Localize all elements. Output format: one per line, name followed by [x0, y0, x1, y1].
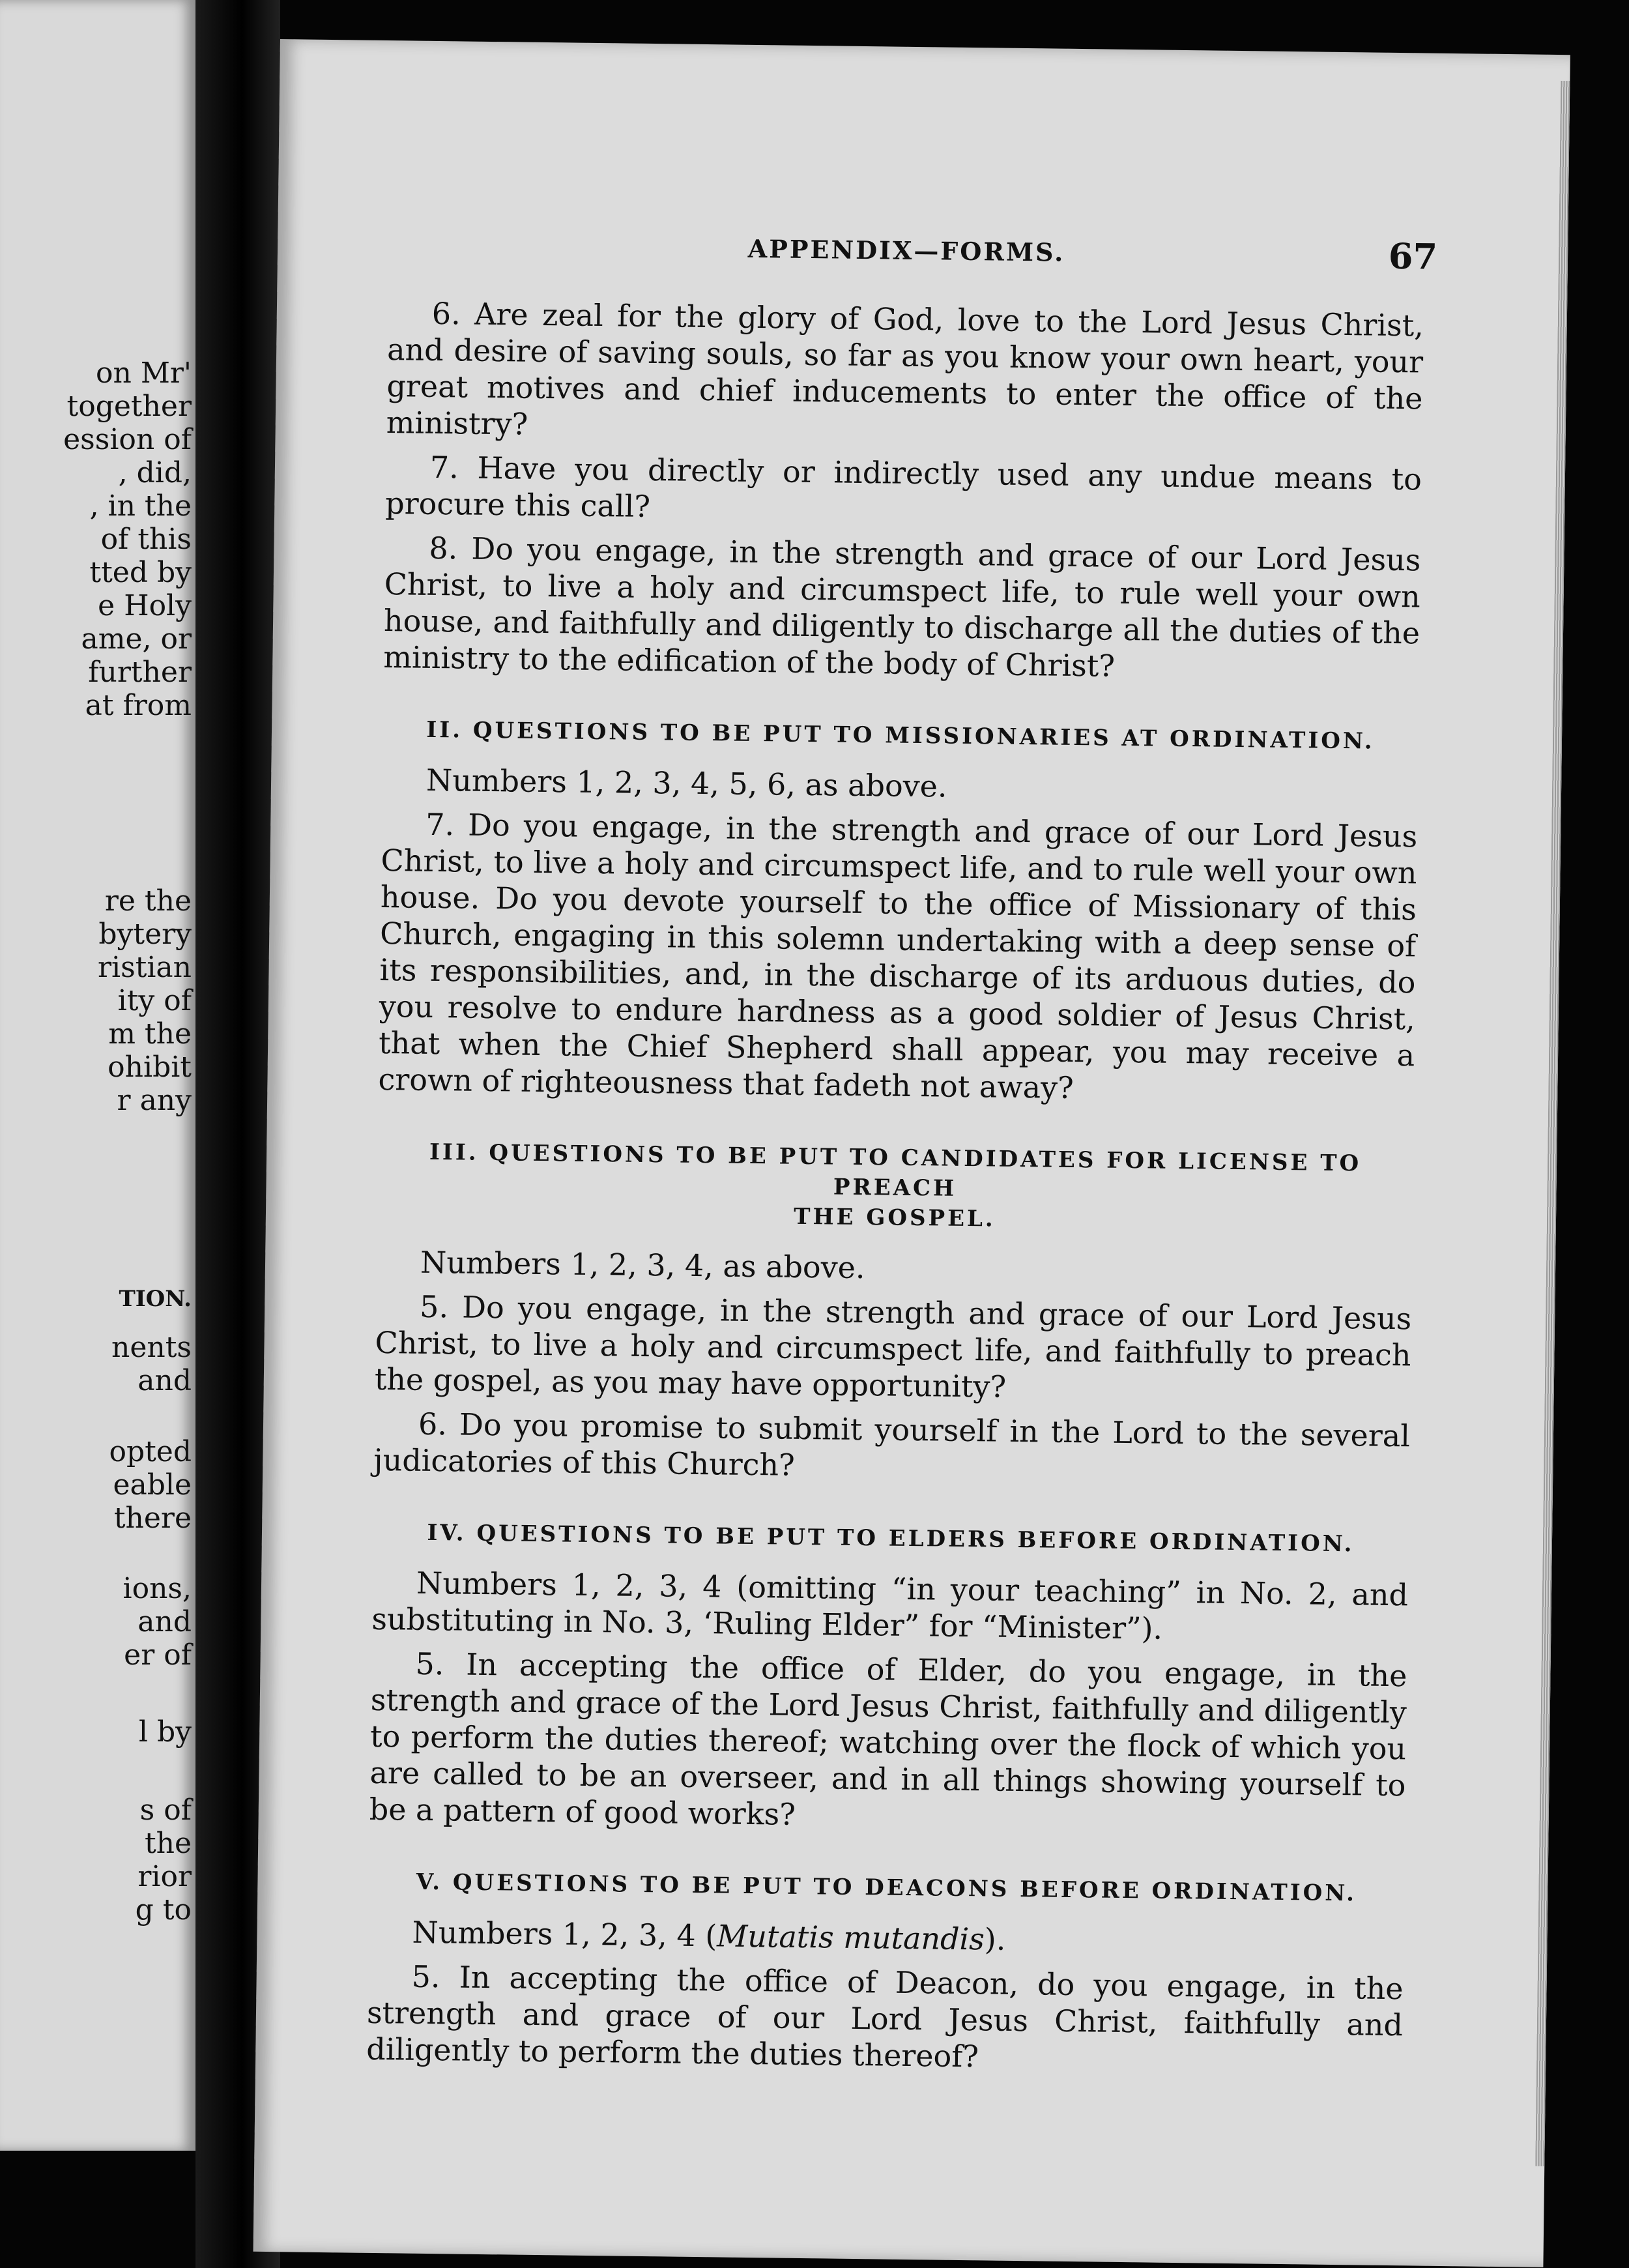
section-heading-candidates — [377, 1137, 1414, 1239]
numbers-line: Numbers 1, 2, 3, 4 (omitting “in your teaching” in No. 2, and substituting in No. 3, ‘Ruling Elder” for “Minister”). — [371, 1565, 1409, 1646]
mutatis-mutandis: Mutatis mutandis — [716, 1918, 985, 1957]
section-heading-elders: IV. QUESTIONS TO BE PUT TO ELDERS BEFORE ORDINATION. — [427, 1519, 1355, 1558]
left-page-fragment: ions, — [123, 1572, 192, 1605]
numbers-line: Numbers 1, 2, 3, 4, 5, 6, as above. — [425, 762, 947, 804]
text-block — [366, 223, 1438, 2087]
left-page-fragment: l by — [138, 1715, 192, 1749]
section-heading-line: III. QUESTIONS TO BE PUT TO CANDIDATES FOR LICENSE TO PREACH — [429, 1139, 1362, 1202]
numbers-prefix: Numbers 1, 2, 3, 4 ( — [412, 1914, 717, 1954]
question-5-deacons: 5. In accepting the office of Deacon, do you engage, in the strength and grace of our Lord Jesus Christ, faithfully and diligently to perform the duties thereof? — [366, 1958, 1404, 2074]
question-6-candidates: 6. Do you promise to submit yourself in the Lord to the several judicatories of this Church? — [373, 1406, 1411, 1483]
left-page-fragment: ohibit — [108, 1051, 192, 1084]
question-7: 7. Have you directly or indirectly used any undue means to procure this call? — [384, 449, 1422, 524]
left-page-fragment: g to — [135, 1893, 192, 1926]
numbers-line: Numbers 1, 2, 3, 4, as above. — [420, 1244, 865, 1286]
left-page-fragment: r any — [117, 1084, 192, 1117]
page-edge — [1535, 81, 1570, 2166]
left-facing-page — [0, 0, 195, 2151]
numbers-line — [368, 1913, 1404, 1962]
left-page-fragment: ession of — [63, 423, 192, 456]
left-page-fragment: and — [137, 1605, 192, 1638]
question-5-candidates: 5. Do you engage, in the strength and grace of our Lord Jesus Christ, to live a holy and circumspect life, and faithfully to preach the gospel, as you may have opportunity? — [374, 1288, 1412, 1404]
question-8: 8. Do you engage, in the strength and grace of our Lord Jesus Christ, to live a holy and circumspect life, to rule well your own house, and faithfully and diligently to discharge all the duties of the ministry to the edification of the body of Christ? — [383, 530, 1421, 684]
left-page-fragment: opted — [109, 1435, 192, 1468]
left-page-fragment: together — [66, 390, 192, 423]
left-page-fragment: of this — [100, 523, 192, 556]
section-heading-missionaries: II. QUESTIONS TO BE PUT TO MISSIONARIES AT ORDINATION. — [426, 716, 1375, 755]
left-page-fragment: s of — [139, 1794, 192, 1827]
left-page-fragment: the — [144, 1827, 192, 1860]
left-page-fragment: on Mr' — [96, 356, 192, 390]
left-page-fragment: , in the — [89, 489, 192, 523]
left-page-fragment: , did, — [118, 456, 192, 489]
left-page-fragment: ity of — [117, 984, 192, 1017]
question-5-elders: 5. In accepting the office of Elder, do you engage, in the strength and grace of the Lord Jesus Christ, faithfully and diligently to perform the duties thereof; watching over the flock of which you are called to be an overseer, and in all things showing yourself to be a pattern of good works? — [369, 1646, 1407, 1832]
left-page-fragment: TION. — [119, 1286, 192, 1312]
left-page-fragment: there — [113, 1502, 192, 1535]
left-page-fragment: tted by — [89, 556, 192, 589]
left-page-fragment: bytery — [98, 918, 192, 951]
question-7-missionaries: 7. Do you engage, in the strength and grace of our Lord Jesus Christ, to live a holy and circumspect life, and to rule well your own house. Do you devote yourself to the office of Missionary of this Church, engaging in this solemn undertaking with a deep sense of its responsibilities, and, in the discharge of its arduous duties, do you resolve to endure hardness as a good soldier of Jesus Christ, that when the Chief Shepherd shall appear, you may receive a crown of righteousness that fadeth not away? — [378, 806, 1418, 1105]
left-page-fragment: re the — [104, 884, 192, 918]
section-heading-deacons: V. QUESTIONS TO BE PUT TO DEACONS BEFORE ORDINATION. — [416, 1868, 1357, 1907]
left-page-fragment: ame, or — [81, 622, 192, 656]
left-page-fragment: nents — [111, 1331, 192, 1364]
section-heading-line: THE GOSPEL. — [793, 1203, 996, 1232]
left-page-fragment: at from — [85, 689, 192, 722]
page-number: 67 — [1388, 235, 1438, 278]
left-page-fragment: further — [88, 656, 192, 689]
left-page-fragment: and — [137, 1364, 192, 1397]
left-page-fragment: rior — [137, 1860, 192, 1893]
left-page-fragment: m the — [108, 1017, 192, 1051]
left-page-fragment: e Holy — [98, 589, 192, 622]
running-head — [388, 223, 1438, 307]
left-page-fragment: er of — [124, 1638, 192, 1672]
numbers-suffix: ). — [984, 1921, 1006, 1957]
left-page-fragment: ristian — [97, 951, 192, 984]
question-6: 6. Are zeal for the glory of God, love to the Lord Jesus Christ, and desire of saving souls, so far as you know your own heart, your great motives and chief inducements to enter the office of the ministry? — [386, 295, 1424, 442]
left-page-fragment: eable — [113, 1468, 192, 1502]
main-page — [253, 39, 1570, 2267]
running-title: APPENDIX—FORMS. — [747, 233, 1065, 267]
